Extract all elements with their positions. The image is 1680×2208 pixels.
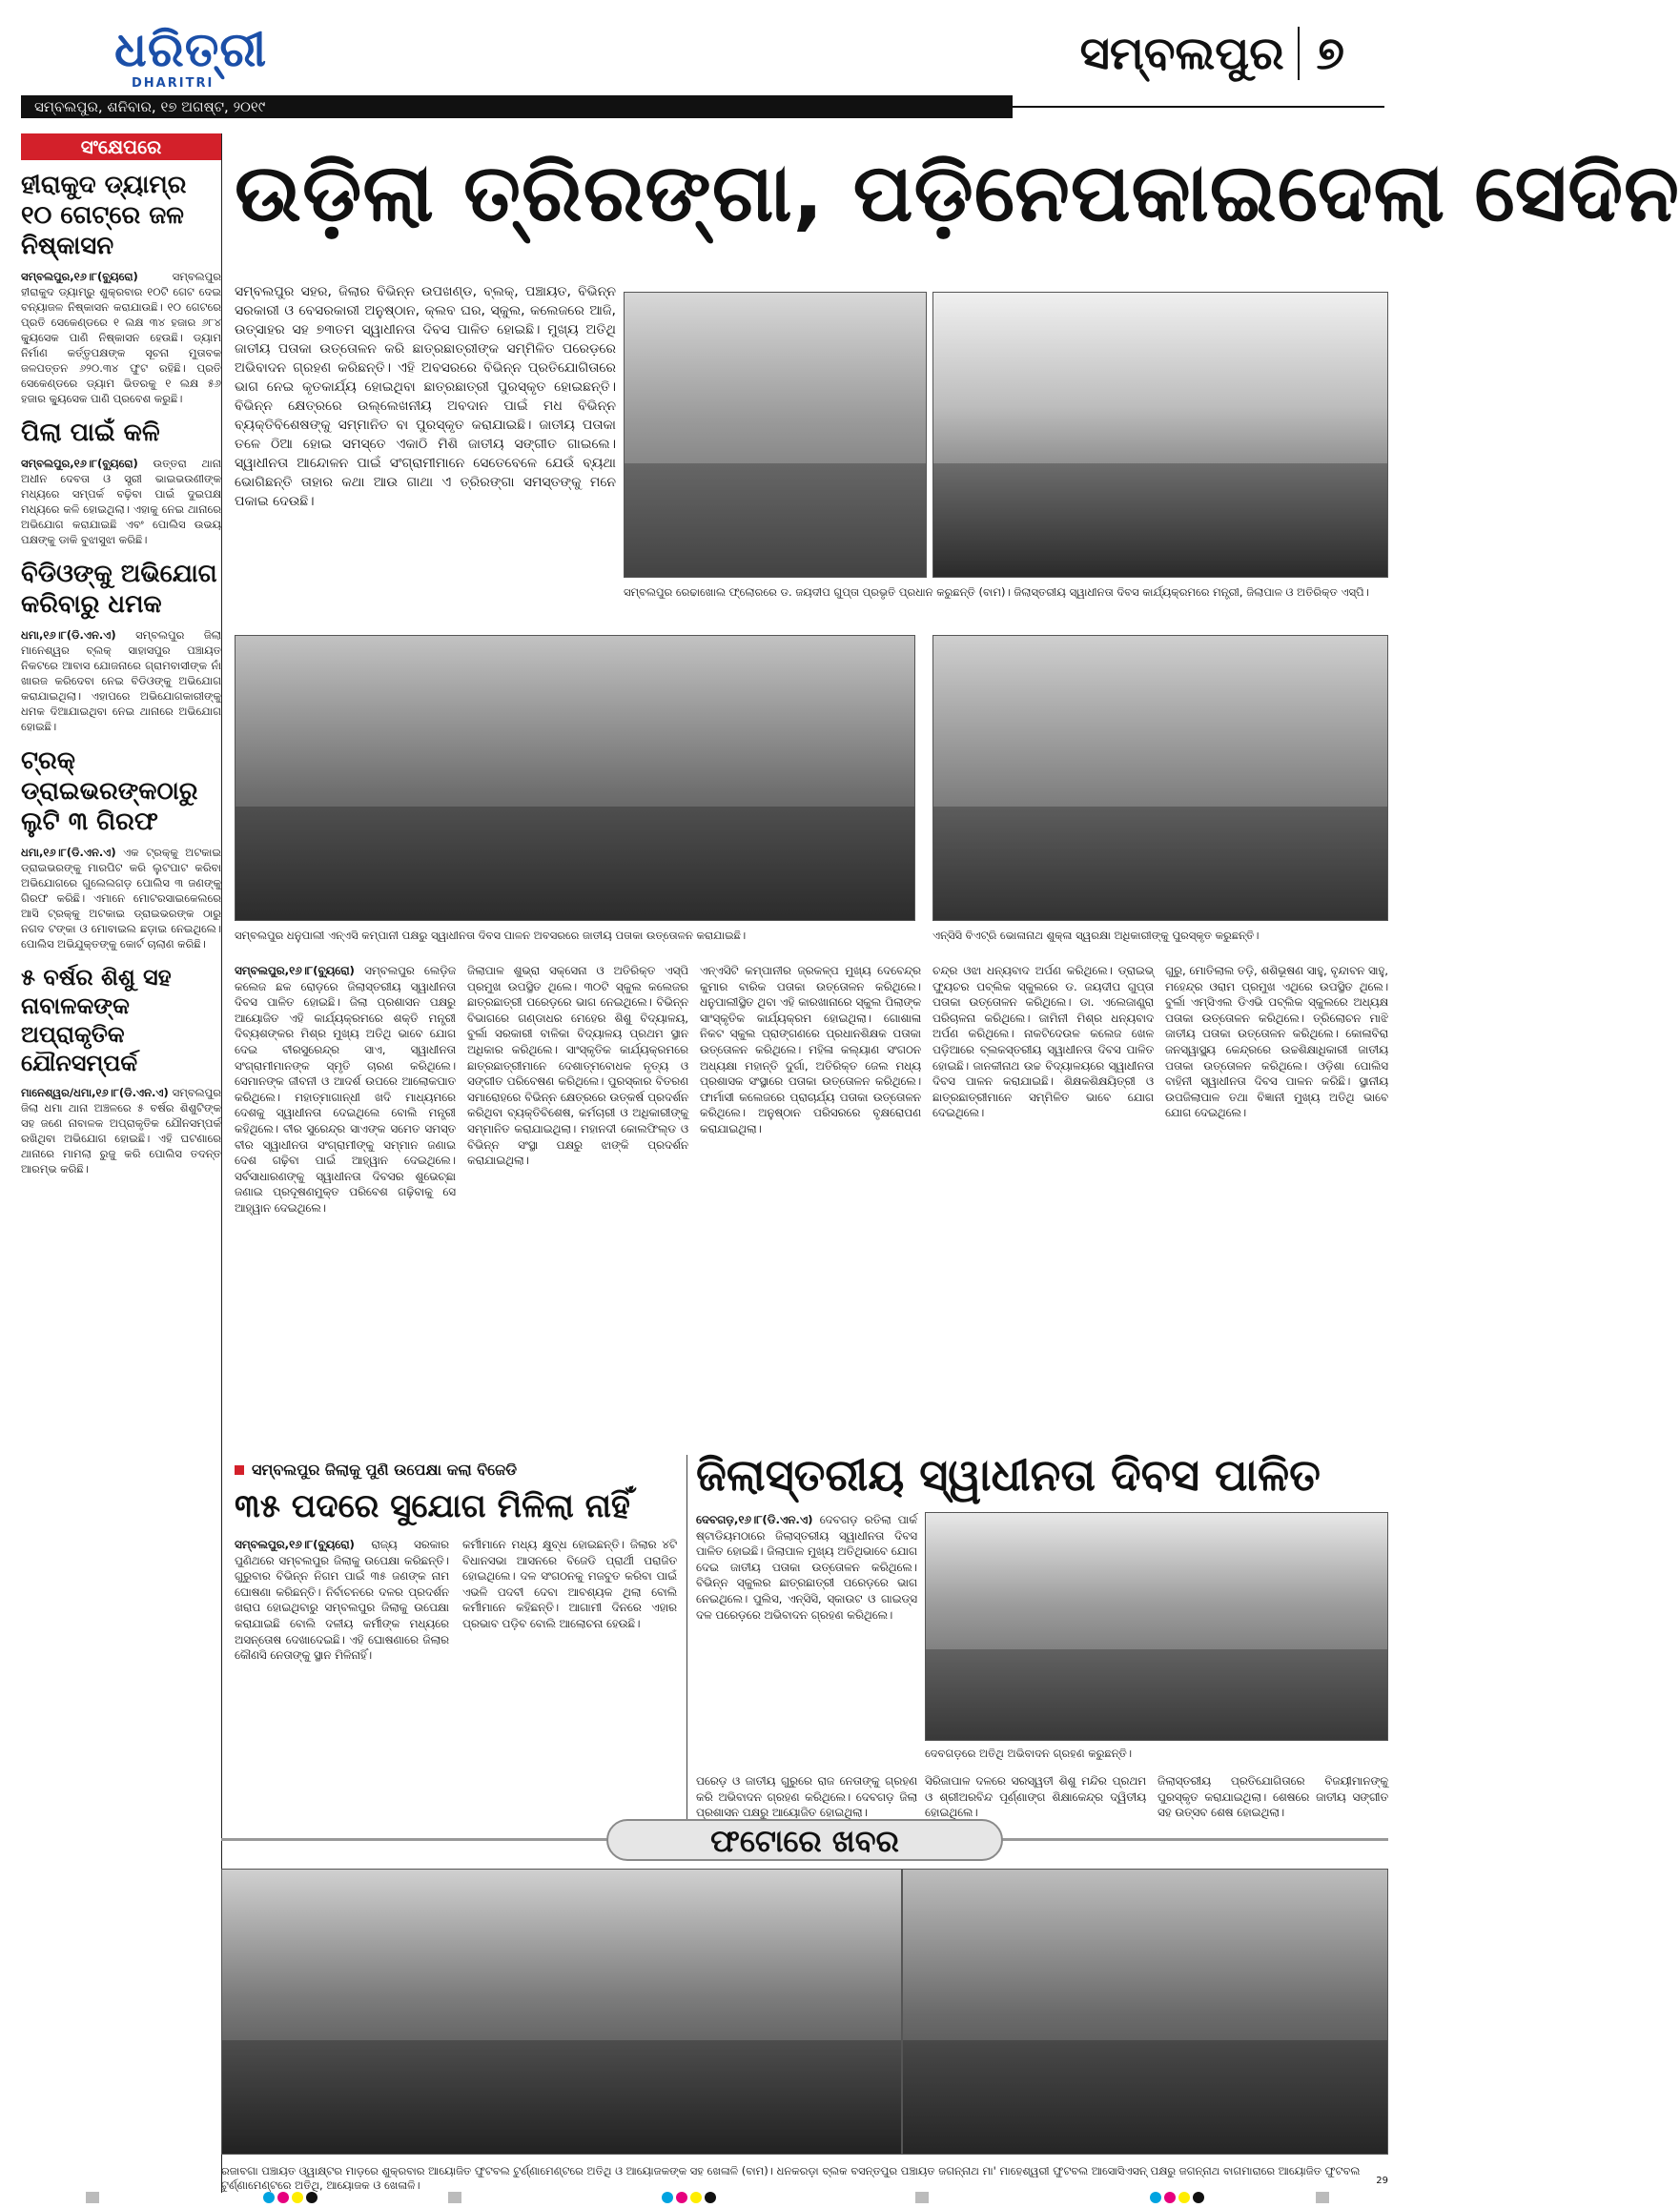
- photo-caption: ଏନ୍‌ସିସି ବିଏଟ୍ରି ଭୋଳାନାଥ ଶୁକ୍ଳା ସ୍ୱରକ୍ଷା ଅଧିକାରୀଙ୍କୁ ପୁରସ୍କୃତ କରୁଛନ୍ତି।: [932, 929, 1260, 942]
- photo-football-team-left: [221, 1869, 902, 2155]
- brief-item: [21, 559, 221, 734]
- registration-mark: [86, 2189, 126, 2200]
- masthead-logo: [114, 21, 334, 91]
- section-title: ସମ୍ବଲପୁର: [1079, 27, 1284, 80]
- photo-flag-hoisting: [624, 292, 927, 578]
- story-column: ଏନ୍‌ଏସିଟି କମ୍ପାନୀର ଜ୍ରକଳ୍ପ ମୁଖ୍ୟ ଦେବେନ୍ଦ୍ର କୁମାର ବାରିକ ପତାକା ଉତ୍ତୋଳନ କରିଥିଲେ। ଧନୁପାଲୀସ୍ଥିତ ଥିବା ଏହି କାରଖାନାରେ ସ୍କୁଲ ପିଲାଙ୍କ ସାଂସ୍କୃତିକ କାର୍ଯ୍ୟକ୍ରମ ହୋଇଥିଲା। ଗୋଶାଳା ନିକଟ ସ୍କୁଲ ପ୍ରାଙ୍ଗଣରେ ପ୍ରଧାନଶିକ୍ଷକ ପତାକା ଉତ୍ତୋଳନ କରିଥିଲେ। ମହିଳା କଲ୍ୟାଣ ସଂଗଠନ ଅଧ୍ୟକ୍ଷା ମହାନ୍ତି ଦୁର୍ଗା, ଅତିରିକ୍ତ ଜେଲ ମଧ୍ୟ ପ୍ରଶାସକ ସଂସ୍ଥାରେ ପତାକା ଉତ୍ତୋଳନ କରିଥିଲେ। ଫାର୍ମାସୀ କଲେଜରେ ପ୍ରାଚାର୍ଯ୍ୟ ପତାକା ଉତ୍ତୋଳନ କରିଥିଲେ। ଅନୁଷ୍ଠାନ ପରିସରରେ ବୃକ୍ଷରୋପଣ କରାଯାଇଥିଲା।: [700, 964, 921, 1135]
- brief-headline: ବିଡିଓଙ୍କୁ ଅଭିଯୋଗ କରିବାରୁ ଧମକ: [21, 560, 217, 619]
- kicker-text: ସମ୍ବଲପୁର ଜିଲାକୁ ପୁଣି ଉପେକ୍ଷା କଲା ବିଜେଡି: [252, 1461, 518, 1479]
- brief-body: [21, 269, 221, 406]
- brief-byline: ଧମା,୧୬।୮(ଡି.ଏନ.ଏ): [21, 846, 116, 859]
- brief-headline: ଟ୍ରକ୍ ଡ୍ରାଇଭରଙ୍କଠାରୁ ଲୁଟି ୩ ଗିରଫ: [21, 746, 198, 836]
- photo-caption: ସମ୍ବଲପୁର ଧନୁପାଲୀ ଏନ୍‌ଏସି କମ୍ପାନୀ ପକ୍ଷରୁ ସ୍ୱାଧୀନତା ଦିବସ ପାଳନ ଅବସରରେ ଜାତୀୟ ପତାକା ଉତ୍ତୋଳନ କରାଯାଇଛି।: [235, 929, 747, 942]
- registration-dots: [662, 2189, 719, 2200]
- intro-paragraph: ସମ୍ବଲପୁର ସହର, ଜିଲାର ବିଭିନ୍ନ ଉପଖଣ୍ଡ, ବ୍ଲକ୍, ପଞ୍ଚାୟତ, ବିଭିନ୍ନ ସରକାରୀ ଓ ବେସରକାରୀ ଅନୁଷ୍ଠାନ, କ୍ଲବ ଘର, ସ୍କୁଲ, କଲେଜରେ ଆଜି, ଉତ୍ସାହର ସହ ୭୩ତମ ସ୍ୱାଧୀନତା ଦିବସ ପାଳିତ ହୋଇଛି। ମୁଖ୍ୟ ଅତିଥି ଜାତୀୟ ପତାକା ଉତ୍ତୋଳନ କରି ଛାତ୍ରଛାତ୍ରୀଙ୍କ ସମ୍ମିଳିତ ପରେଡ଼ରେ ଅଭିବାଦନ ଗ୍ରହଣ କରିଛନ୍ତି। ଏହି ଅବସରରେ ବିଭିନ୍ନ ପ୍ରତିଯୋଗିତାରେ ଭାଗ ନେଇ କୃତକାର୍ଯ୍ୟ ହୋଇଥିବା ଛାତ୍ରଛାତ୍ରୀ ପୁରସ୍କୃତ ହୋଇଛନ୍ତି। ବିଭିନ୍ନ କ୍ଷେତ୍ରରେ ଉଲ୍ଲେଖନୀୟ ଅବଦାନ ପାଇଁ ମଧ ବିଭିନ୍ନ ବ୍ୟକ୍ତିବିଶେଷଙ୍କୁ ସମ୍ମାନିତ ବା ପୁରସ୍କୃତ କରାଯାଇଛି। ଜାତୀୟ ପତାକା ତଳେ ଠିଆ ହୋଇ ସମସ୍ତେ ଏକାଠି ମିଶି ଜାତୀୟ ସଙ୍ଗୀତ ଗାଇଲେ। ସ୍ୱାଧୀନତା ଆନ୍ଦୋଳନ ପାଇଁ ସଂଗ୍ରାମୀମାନେ ସେତେବେଳେ ଯେଉଁ ବ୍ୟଥା ଭୋଗିଛନ୍ତି ତାହାର କଥା ଆଉ ଗାଥା ଏ ତ୍ରିରଙ୍ଗା ସମସ୍ତଙ୍କୁ ମନେ ପକାଇ ଦେଉଛି।: [235, 284, 616, 509]
- brief-body: [21, 1085, 221, 1176]
- brief-text: ସମ୍ବଲପୁର ଜିଲା ଧମା ଥାନା ଅଞ୍ଚଳରେ ୫ ବର୍ଷର ଶିଶୁଟିଙ୍କ ସହ ଜଣେ ନାବାଳକ ଅପ୍ରାକୃତିକ ଯୌନସମ୍ପର୍କ ରଖିଥିବା ଅଭିଯୋଗ ହୋଇଛି। ଏହି ଘଟଣାରେ ଥାନାରେ ମାମଲା ରୁଜୁ କରି ପୋଲିସ ତଦନ୍ତ ଆରମ୍ଭ କରିଛି।: [21, 1086, 221, 1176]
- header-rule: [1013, 106, 1384, 108]
- page-number-bottom: 29: [1376, 2176, 1388, 2186]
- story-column: [696, 1512, 917, 1741]
- column-divider: [686, 1455, 687, 1846]
- photo-news-banner: [221, 1819, 1388, 1861]
- story-headline: ୩୫ ପଦରେ ସୁଯୋଗ ମିଳିଲା ନାହିଁ: [235, 1487, 630, 1525]
- registration-mark: [915, 2189, 955, 2200]
- brief-byline: ସମ୍ବଲପୁର,୧୬।୮(ବ୍ୟୁରୋ): [21, 270, 138, 283]
- brief-text: ଏକ ଟ୍ରକ୍‌କୁ ଅଟକାଇ ଡ୍ରାଇଭରଙ୍କୁ ମାରପିଟ କରି ଲୁଟପାଟ କରିବା ଅଭିଯୋଗରେ ଗୁଲେଲଗଡ଼ ପୋଲିସ ୩ ଜଣଙ୍କୁ ଗିରଫ କରିଛି। ଏମାନେ ମୋଟରସାଇକେଲରେ ଆସି ଟ୍ରକ୍‌କୁ ଅଟକାଇ ଡ୍ରାଇଭରଙ୍କ ଠାରୁ ନଗଦ ଟଙ୍କା ଓ ମୋବାଇଲ ଛଡ଼ାଇ ନେଇଥିଲେ। ପୋଲିସ ଅଭିଯୁକ୍ତଙ୍କୁ କୋର୍ଟ ଚାଲାଣ କରିଛି।: [21, 846, 221, 951]
- story-byline: ସମ୍ବଲପୁର,୧୬।୮(ବ୍ୟୁରୋ): [235, 1538, 355, 1551]
- story-kicker: [235, 1461, 673, 1480]
- brief-byline: ଧମା,୧୬।୮(ଡି.ଏନ.ଏ): [21, 628, 116, 642]
- story-byline: ଦେବଗଡ଼,୧୬।୮(ଡି.ଏନ.ଏ): [696, 1513, 813, 1526]
- brief-byline: ସମ୍ବଲପୁର,୧୬।୮(ବ୍ୟୁରୋ): [21, 457, 138, 470]
- page-number-top: ୭: [1298, 27, 1344, 80]
- brief-headline: ୫ ବର୍ଷର ଶିଶୁ ସହ ନାବାଳକଙ୍କ ଅପ୍ରାକୃତିକ ଯୌନସମ୍ପର୍କ: [21, 963, 172, 1076]
- brief-text: ଉତ୍ତରା ଥାନା ଅଧୀନ ଦେବତା ଓ ସ୍ତ୍ରୀ ଭାଇଭଉଣୀଙ୍କ ମଧ୍ୟରେ ସମ୍ପର୍କ ବଢ଼ିବା ପାଇଁ ଦୁଇପକ୍ଷ ମଧ୍ୟରେ କଳି ହୋଇଥିଲା। ଏହାକୁ ନେଇ ଥାନାରେ ଅଭିଯୋଗ କରାଯାଇଛି ଏବଂ ପୋଲିସ ଉଭୟ ପକ୍ଷଙ୍କୁ ଡାକି ବୁଝାସୁଝା କରିଛି।: [21, 457, 221, 546]
- brief-byline: ମାନେଶ୍ୱର/ଧମା,୧୬।୮(ଡି.ଏନ.ଏ): [21, 1086, 169, 1099]
- brief-body: [21, 845, 221, 951]
- briefs-column: [21, 133, 222, 2193]
- main-headline: ଉଡ଼ିଲା ତ୍ରିରଙ୍ଗା, ପଡ଼ିନେପକାଇଦେଲା ସେଦିନ: [235, 146, 1680, 239]
- brief-headline: ହୀରାକୁଦ ଡ୍ୟାମ୍‌ର ୧୦ ଗେଟ୍‌ରେ ଜଳ ନିଷ୍କାସନ: [21, 171, 187, 260]
- photo-news-title: ଫଟୋରେ ଖବର: [606, 1819, 1003, 1861]
- logo-text: ଧରିତ୍ରୀ: [114, 21, 268, 77]
- story-column: ସିରିଜାପାଳ ଦଳରେ ସରସ୍ୱତୀ ଶିଶୁ ମନ୍ଦିର ପ୍ରଥମ ଓ ଶ୍ରୀଅରବିନ୍ଦ ପୂର୍ଣ୍ଣାଙ୍ଗ ଶିକ୍ଷାକେନ୍ଦ୍ର ଦ୍ୱିତୀୟ ହୋଇଥିଲେ।: [925, 1774, 1146, 1820]
- registration-mark: [1316, 2189, 1356, 2200]
- story-column: ଜିଲାସ୍ତରୀୟ ପ୍ରତିଯୋଗିତାରେ ବିଜୟୀମାନଙ୍କୁ ପୁରସ୍କୃତ କରାଯାଇଥିଲା। ଶେଷରେ ଜାତୀୟ ସଙ୍ଗୀତ ସହ ଉତ୍ସବ ଶେଷ ହୋଇଥିଲା।: [1158, 1774, 1388, 1820]
- photo-caption: ସମ୍ବଲପୁର ରେଢାଖୋଲ ଫ୍ଲୋରରେ ଡ. ଜୟଦୀପ ଗୁପ୍ତା ପ୍ରଭୃତି ପ୍ରଧାନ କରୁଛନ୍ତି (ବାମ)। ଜିଲାସ୍ତରୀୟ ସ୍ୱାଧୀନତା ଦିବସ କାର୍ଯ୍ୟକ୍ରମରେ ମନ୍ତ୍ରୀ, ଜିଲାପାଳ ଓ ଅତିରିକ୍ତ ଏସ୍‌ପି।: [624, 585, 1369, 599]
- photo-caption: ଦେବଗଡ଼ରେ ଅତିଥି ଅଭିବାଦନ ଗ୍ରହଣ କରୁଛନ୍ତି।: [925, 1747, 1133, 1760]
- brief-item: [21, 418, 221, 547]
- district-headline: ଜିଲାସ୍ତରୀୟ ସ୍ୱାଧୀନତା ଦିବସ ପାଳିତ: [696, 1449, 1321, 1501]
- section-heading: [1080, 27, 1344, 81]
- story-text: ଦେବଗଡ଼ ରତିଲା ପାର୍କ ଷ୍ଟାଡିୟମଠାରେ ଜିଲାସ୍ତରୀୟ ସ୍ୱାଧୀନତା ଦିବସ ପାଳିତ ହୋଇଛି। ଜିଲାପାଳ ମୁଖ୍ୟ ଅତିଥିଭାବେ ଯୋଗ ଦେଇ ଜାତୀୟ ପତାକା ଉତ୍ତୋଳନ କରିଥିଲେ। ବିଭିନ୍ନ ସ୍କୁଲର ଛାତ୍ରଛାତ୍ରୀ ପରେଡ଼ରେ ଭାଗ ନେଇଥିଲେ। ପୁଲିସ, ଏନ୍‌ସିସି, ସ୍କାଉଟ ଓ ଗାଇଡ୍‌ସ ଦଳ ପରେଡ଼ରେ ଅଭିବାଦନ ଗ୍ରହଣ କରିଥିଲେ।: [696, 1513, 917, 1622]
- brief-headline: ପିଲା ପାଇଁ କଳି: [21, 419, 160, 447]
- photo-football-team-right: [902, 1869, 1388, 2155]
- brief-text: ସମ୍ବଲପୁର ହୀରାକୁଦ ଡ୍ୟାମ୍‌ରୁ ଶୁକ୍ରବାର ୧୦ଟି ଗେଟ ଦେଇ ବନ୍ୟାଜଳ ନିଷ୍କାସନ କରାଯାଉଛି। ୧୦ ଗେଟରେ ପ୍ରତି ସେକେଣ୍ଡରେ ୧ ଲକ୍ଷ ୩୪ ହଜାର ୬୮୪ କ୍ୟୁସେକ ପାଣି ନିଷ୍କାସନ ହେଉଛି। ଡ୍ୟାମ ନିର୍ମାଣ କର୍ତ୍ତୃପକ୍ଷଙ୍କ ସୂଚନା ମୁତାବକ ଜଳପତ୍ତନ ୬୨୦.୩୪ ଫୁଟ ରହିଛି। ପ୍ରତି ସେକେଣ୍ଡରେ ଡ୍ୟାମ ଭିତରକୁ ୧ ଲକ୍ଷ ୫୬ ହଜାର କ୍ୟୁସେକ ପାଣି ପ୍ରବେଶ କରୁଛି।: [21, 270, 221, 405]
- story-text: ସମ୍ବଲପୁର ଲେଡ଼ିଜ କଲେଜ ଛକ ରୋଡ଼ରେ ଜିଲାସ୍ତରୀୟ ସ୍ୱାଧୀନତା ଦିବସ ପାଳିତ ହୋଇଛି। ଜିଲା ପ୍ରଶାସନ ପକ୍ଷରୁ ଆୟୋଜିତ ଏହି କାର୍ଯ୍ୟକ୍ରମରେ ଶକ୍ତି ମନ୍ତ୍ରୀ ଦିବ୍ୟଶଙ୍କର ମିଶ୍ର ମୁଖ୍ୟ ଅତିଥି ଭାବେ ଯୋଗ ଦେଇ ବୀରସୁରେନ୍ଦ୍ର ସାଏ, ସ୍ୱାଧୀନତା ସଂଗ୍ରାମୀମାନଙ୍କ ସ୍ମୃତି ଚାରଣ କରିଥିଲେ। ସେମାନଙ୍କ ଜୀବନୀ ଓ ଆଦର୍ଶ ଉପରେ ଆଲୋକପାତ କରିଥିଲେ। ମହାତ୍ମାଗାନ୍ଧୀ ଖଦି ମାଧ୍ୟମରେ ଦେଶକୁ ସ୍ୱାଧୀନତା ଦେଇଥିଲେ ବୋଲି ମନ୍ତ୍ରୀ କହିଥିଲେ। ବୀର ସୁରେନ୍ଦ୍ର ସାଏଙ୍କ ସମେତ ସମସ୍ତ ବୀର ସ୍ୱାଧୀନତା ସଂଗ୍ରାମୀଙ୍କୁ ସମ୍ମାନ ଜଣାଇ ଦେଶ ଗଢ଼ିବା ପାଇଁ ଆହ୍ୱାନ ଦେଇଥିଲେ। ସର୍ବସାଧାରଣଙ୍କୁ ସ୍ୱାଧୀନତା ଦିବସର ଶୁଭେଚ୍ଛା ଜଣାଇ ପ୍ରଦୂଷଣମୁକ୍ତ ପରିବେଶ ଗଢ଼ିବାକୁ ସେ ଆହ୍ୱାନ ଦେଇଥିଲେ।: [235, 964, 456, 1215]
- brief-body: [21, 627, 221, 734]
- story-byline: ସମ୍ବଲପୁର,୧୬।୮(ବ୍ୟୁରୋ): [235, 964, 355, 977]
- story-text: ରାଜ୍ୟ ସରକାର ପୁଣିଥରେ ସମ୍ବଲପୁର ଜିଲାକୁ ଉପେକ୍ଷା କରିଛନ୍ତି। ଗୁରୁବାର ବିଭିନ୍ନ ନିଗମ ପାଇଁ ୩୫ ଜଣଙ୍କ ନାମ ଘୋଷଣା କରିଛନ୍ତି। ନିର୍ବାଚନରେ ଦଳର ପ୍ରଦର୍ଶନ ଖରାପ ହୋଇଥିବାରୁ ସମ୍ବଲପୁର ଜିଲାକୁ ଉପେକ୍ଷା କରାଯାଇଛି ବୋଲି ଦଳୀୟ କର୍ମୀଙ୍କ ମଧ୍ୟରେ ଅସନ୍ତୋଷ ଦେଖାଦେଇଛି। ଏହି ଘୋଷଣାରେ ଜିଲାର କୌଣସି ନେତାଙ୍କୁ ସ୍ଥାନ ମିଳିନାହିଁ।: [235, 1538, 450, 1663]
- story-column: ପରେଡ଼ ଓ ଜାତୀୟ ଗୁରୁରେ ରାଜ ନେତାଙ୍କୁ ଗ୍ରହଣ କରି ଅଭିବାଦନ ଗ୍ରହଣ କରିଥିଲେ। ଦେବଗଡ଼ ଜିଲା ପ୍ରଶାସନ ପକ୍ଷରୁ ଆୟୋଜିତ ହୋଇଥିଲା।: [696, 1774, 917, 1820]
- story-column: [235, 963, 456, 1449]
- story-column: କର୍ମୀମାନେ ମଧ୍ୟ କ୍ଷୁବ୍ଧ ହୋଇଛନ୍ତି। ଜିଲାର ୪ଟି ବିଧାନସଭା ଆସନରେ ବିଜେଡି ପ୍ରାର୍ଥୀ ପରାଜିତ ହୋଇଥିଲେ। ଦଳ ସଂଗଠନକୁ ମଜବୁତ କରିବା ପାଇଁ ଏଭଳି ପଦବୀ ଦେବା ଆବଶ୍ୟକ ଥିଲା ବୋଲି କର୍ମୀମାନେ କହିଛନ୍ତି। ଆଗାମୀ ଦିନରେ ଏହାର ପ୍ରଭାବ ପଡ଼ିବ ବୋଲି ଆଲୋଚନା ହେଉଛି।: [462, 1538, 677, 1630]
- registration-mark: [448, 2189, 488, 2200]
- registration-dots: [263, 2189, 320, 2200]
- registration-dots: [1150, 2189, 1207, 2200]
- photo-trophy-award: [932, 635, 1388, 921]
- brief-item: [21, 170, 221, 406]
- story-column: ଜିଲାପାଳ ଶୁଭ୍ରା ସକ୍ସେନା ଓ ଅତିରିକ୍ତ ଏସ୍‌ପି ପ୍ରମୁଖ ଉପସ୍ଥିତ ଥିଲେ। ୩୦ଟି ସ୍କୁଲ କଲେଜର ଛାତ୍ରଛାତ୍ରୀ ପରେଡ଼ରେ ଭାଗ ନେଇଥିଲେ। ବିଭିନ୍ନ ବିଭାଗରେ ଗଣ୍ଡାଧର ମେହେର ଶିଶୁ ବିଦ୍ୟାଳୟ, ବୁର୍ଲା ସରକାରୀ ବାଳିକା ବିଦ୍ୟାଳୟ ପ୍ରଥମ ସ୍ଥାନ ଅଧିକାର କରିଥିଲେ। ସାଂସ୍କୃତିକ କାର୍ଯ୍ୟକ୍ରମରେ ଛାତ୍ରଛାତ୍ରୀମାନେ ଦେଶାତ୍ମବୋଧକ ନୃତ୍ୟ ଓ ସଙ୍ଗୀତ ପରିବେଷଣ କରିଥିଲେ। ପୁରସ୍କାର ବିତରଣ ସମାରୋହରେ ବିଭିନ୍ନ କ୍ଷେତ୍ରରେ ଉତ୍କର୍ଷ ପ୍ରଦର୍ଶନ କରିଥିବା ବ୍ୟକ୍ତିବିଶେଷ, କର୍ମଚାରୀ ଓ ଅଧିକାରୀଙ୍କୁ ସମ୍ମାନିତ କରାଯାଇଥିଲା। ମହାନଦୀ କୋଲଫିଲ୍ଡ ଓ ବିଭିନ୍ନ ସଂସ୍ଥା ପକ୍ଷରୁ ଝାଙ୍କି ପ୍ରଦର୍ଶନ କରାଯାଇଥିଲା।: [467, 964, 688, 1168]
- photo-company-ceremony: [235, 635, 915, 921]
- story-column: ଚନ୍ଦ୍ର ଓଝା ଧନ୍ୟବାଦ ଅର୍ପଣ କରିଥିଲେ। ଡ୍ରାଇଭ୍‌ ଫ୍ୟୁଚର ପବ୍ଲିକ ସ୍କୁଲରେ ଡ. ଜୟଦୀପ ଗୁପ୍ତା ପତାକା ଉତ୍ତୋଳନ କରିଥିଲେ। ଡା. ଏଲେଜାଣ୍ଡ୍ରା ପରିଚାଳନା କରିଥିଲେ। ଜାମିନୀ ମିଶ୍ର ଧନ୍ୟବାଦ ଅର୍ପଣ କରିଥିଲେ। ନାକଟିଦେଉଳ କଲେଜ ଖେଳ ପଡ଼ିଆରେ ବ୍ଲକସ୍ତରୀୟ ସ୍ୱାଧୀନତା ଦିବସ ପାଳିତ ହୋଇଛି। ଜାନକୀନାଥ ଉଚ୍ଚ ବିଦ୍ୟାଳୟରେ ସ୍ୱାଧୀନତା ଦିବସ ପାଳନ କରାଯାଇଛି। ଶିକ୍ଷକଶିକ୍ଷୟିତ୍ରୀ ଓ ଛାତ୍ରଛାତ୍ରୀମାନେ ସମ୍ମିଳିତ ଭାବେ ଯୋଗ ଦେଇଥିଲେ।: [932, 964, 1154, 1120]
- photo-felicitation: [932, 292, 1388, 578]
- photo-district-parade: [925, 1512, 1388, 1741]
- logo-subtitle: DHARITRI: [132, 76, 215, 91]
- photo-caption: ରଜାବଗା ପଞ୍ଚାୟତ ଓ୍ୱାକ୍ଷ୍ଟର ମାଡ଼ରେ ଶୁକ୍ରବାର ଆୟୋଜିତ ଫୁଟବଲ ଟୁର୍ଣ୍ଣାମେଣ୍ଟରେ ଅତିଥି ଓ ଆୟୋଜକଙ୍କ ସହ ଖେଳାଳି (ବାମ)। ଧନକରଡ଼ା ବ୍ଲକ ବସନ୍ତପୁର ପଞ୍ଚାୟତ ଜଗନ୍ନାଥ ମା' ମାହେଶ୍ୱରୀ ଫୁଟବଲ ଆସୋସିଏସନ୍ ପକ୍ଷରୁ ଜଗନ୍ନାଥ ବାଗମାରାରେ ଆୟୋଜିତ ଫୁଟବଲ ଟୁର୍ଣ୍ଣାମେଣ୍ଟରେ ଅତିଥି, ଆୟୋଜକ ଓ ଖେଳାଳି।: [221, 2164, 1361, 2192]
- dateline: ସମ୍ବଲପୁର, ଶନିବାର, ୧୭ ଅଗଷ୍ଟ, ୨୦୧୯: [21, 95, 1013, 118]
- brief-item: [21, 963, 221, 1176]
- briefs-tag: ସଂକ୍ଷେପରେ: [21, 133, 221, 160]
- brief-text: ସମ୍ବଲପୁର ଜିଲା ମାନେଶ୍ୱର ବ୍ଲକ୍ ସାହାସପୁର ପଞ୍ଚାୟତ ନିକଟରେ ଆବାସ ଯୋଜନାରେ ଗ୍ରାମବାସୀଙ୍କ ନାଁ ଖାରଜ କରିଦେବା ନେଇ ବିଡିଓଙ୍କୁ ଅଭିଯୋଗ କରାଯାଇଥିଲା। ଏହାପରେ ଅଭିଯୋଗକାରୀଙ୍କୁ ଧମକ ଦିଆଯାଇଥିବା ନେଇ ଥାନାରେ ଅଭିଯୋଗ ହୋଇଛି।: [21, 628, 221, 733]
- story-column: [235, 1537, 449, 1842]
- story-column: ଗୁରୁ, ମୋତିଲାଲ ତଡ଼ି, ଶଶିଭୂଷଣ ସାହୁ, ବୃନ୍ଦାବନ ସାହୁ, ମହେନ୍ଦ୍ର ଓରାମ ପ୍ରମୁଖ ଏଥିରେ ଉପସ୍ଥିତ ଥିଲେ। ବୁର୍ଲା ଏମ୍‌ସିଏଲ ଡିଏଭି ପବ୍ଲିକ ସ୍କୁଲରେ ଅଧ୍ୟକ୍ଷ ପତାକା ଉତ୍ତୋଳନ କରିଥିଲେ। ତ୍ରିଲୋଚନ ମାଝି ଜାତୀୟ ପତାକା ଉତ୍ତୋଳନ କରିଥିଲେ। କୋଳାବିରା ଜନସ୍ୱାସ୍ଥ୍ୟ କେନ୍ଦ୍ରରେ ଉଚ୍ଚଶିକ୍ଷାଧିକାରୀ ଜାତୀୟ ପତାକା ଉତ୍ତୋଳନ କରିଥିଲେ। ଓଡ଼ିଶା ପୋଲିସ ବାହିନୀ ସ୍ୱାଧୀନତା ଦିବସ ପାଳନ କରିଛି। ସ୍ଥାନୀୟ ଉପଜିଲାପାଳ ତଥା ବିଜ୍ଞାନୀ ମୁଖ୍ୟ ଅତିଥି ଭାବେ ଯୋଗ ଦେଇଥିଲେ।: [1165, 964, 1389, 1120]
- brief-item: [21, 746, 221, 951]
- brief-body: [21, 456, 221, 547]
